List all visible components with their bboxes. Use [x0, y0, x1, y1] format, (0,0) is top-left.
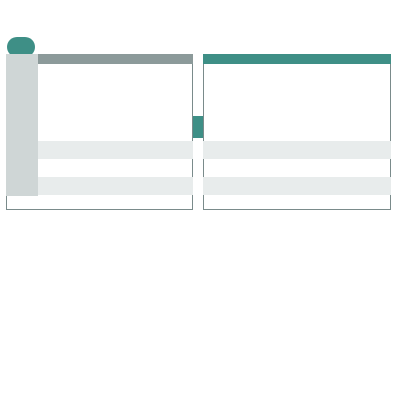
- weight-column-band: [6, 54, 38, 196]
- mix-title: [203, 54, 391, 64]
- row-band-2: [38, 177, 193, 195]
- row-band-4: [203, 177, 391, 195]
- row-band-1: [38, 141, 193, 159]
- row-band-3: [203, 141, 391, 159]
- or-connector: [193, 116, 203, 138]
- dry-title: [38, 54, 193, 64]
